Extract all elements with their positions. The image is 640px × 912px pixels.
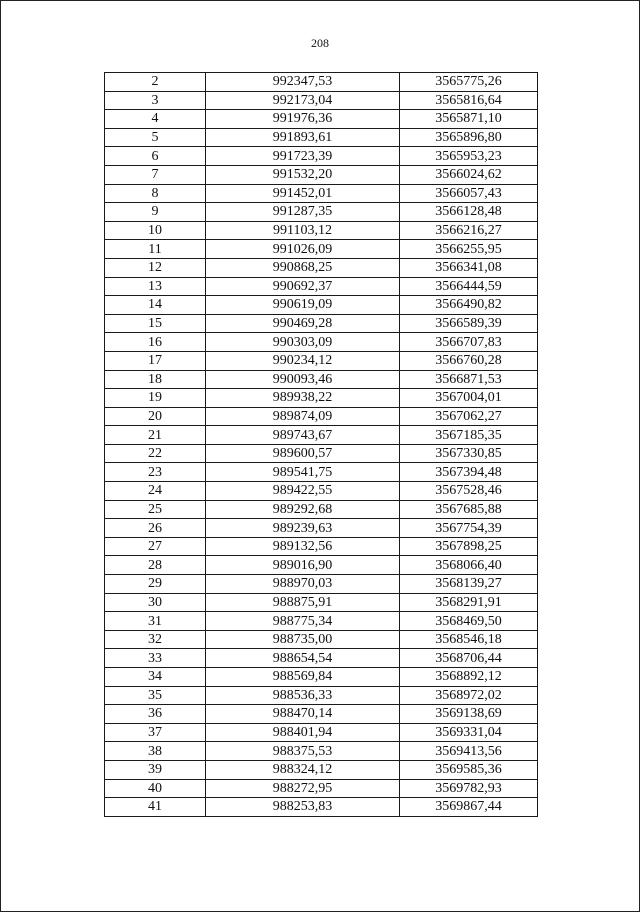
x-coordinate-cell: 988470,14 — [206, 705, 400, 724]
table-row — [105, 184, 538, 203]
y-coordinate-cell: 3567394,48 — [400, 463, 538, 482]
point-number-cell: 38 — [105, 742, 206, 761]
y-coordinate-cell: 3569867,44 — [400, 798, 538, 817]
x-coordinate-cell: 991893,61 — [206, 128, 400, 147]
table-row — [105, 444, 538, 463]
table-row — [105, 203, 538, 222]
y-coordinate-cell: 3565816,64 — [400, 91, 538, 110]
x-coordinate-cell: 990303,09 — [206, 333, 400, 352]
y-coordinate-cell: 3566760,28 — [400, 351, 538, 370]
x-coordinate-cell: 991103,12 — [206, 221, 400, 240]
table-row — [105, 537, 538, 556]
point-number-cell: 17 — [105, 351, 206, 370]
table-row — [105, 258, 538, 277]
point-number-cell: 28 — [105, 556, 206, 575]
point-number-cell: 30 — [105, 593, 206, 612]
y-coordinate-cell: 3566255,95 — [400, 240, 538, 259]
table-row — [105, 165, 538, 184]
point-number-cell: 32 — [105, 630, 206, 649]
point-number-cell: 39 — [105, 760, 206, 779]
y-coordinate-cell: 3569585,36 — [400, 760, 538, 779]
y-coordinate-cell: 3566128,48 — [400, 203, 538, 222]
x-coordinate-cell: 989743,67 — [206, 426, 400, 445]
point-number-cell: 20 — [105, 407, 206, 426]
x-coordinate-cell: 989132,56 — [206, 537, 400, 556]
x-coordinate-cell: 988654,54 — [206, 649, 400, 668]
x-coordinate-cell: 991532,20 — [206, 165, 400, 184]
table-row — [105, 73, 538, 92]
y-coordinate-cell: 3567898,25 — [400, 537, 538, 556]
y-coordinate-cell: 3568706,44 — [400, 649, 538, 668]
table-row — [105, 463, 538, 482]
y-coordinate-cell: 3567685,88 — [400, 500, 538, 519]
point-number-cell: 23 — [105, 463, 206, 482]
x-coordinate-cell: 992173,04 — [206, 91, 400, 110]
table-row — [105, 240, 538, 259]
point-number-cell: 37 — [105, 723, 206, 742]
point-number-cell: 13 — [105, 277, 206, 296]
table-row — [105, 575, 538, 594]
table-row — [105, 110, 538, 129]
point-number-cell: 9 — [105, 203, 206, 222]
y-coordinate-cell: 3565953,23 — [400, 147, 538, 166]
point-number-cell: 11 — [105, 240, 206, 259]
x-coordinate-cell: 990093,46 — [206, 370, 400, 389]
table-row — [105, 351, 538, 370]
y-coordinate-cell: 3569413,56 — [400, 742, 538, 761]
table-row — [105, 221, 538, 240]
x-coordinate-cell: 990619,09 — [206, 296, 400, 315]
table-row — [105, 798, 538, 817]
point-number-cell: 2 — [105, 73, 206, 92]
table-row — [105, 612, 538, 631]
x-coordinate-cell: 989938,22 — [206, 389, 400, 408]
point-number-cell: 21 — [105, 426, 206, 445]
point-number-cell: 4 — [105, 110, 206, 129]
y-coordinate-cell: 3565896,80 — [400, 128, 538, 147]
x-coordinate-cell: 988735,00 — [206, 630, 400, 649]
x-coordinate-cell: 989422,55 — [206, 482, 400, 501]
point-number-cell: 36 — [105, 705, 206, 724]
point-number-cell: 10 — [105, 221, 206, 240]
table-row — [105, 723, 538, 742]
table-row — [105, 147, 538, 166]
y-coordinate-cell: 3568972,02 — [400, 686, 538, 705]
x-coordinate-cell: 989016,90 — [206, 556, 400, 575]
point-number-cell: 5 — [105, 128, 206, 147]
table-row — [105, 705, 538, 724]
y-coordinate-cell: 3566341,08 — [400, 258, 538, 277]
point-number-cell: 41 — [105, 798, 206, 817]
y-coordinate-cell: 3566589,39 — [400, 314, 538, 333]
x-coordinate-cell: 991026,09 — [206, 240, 400, 259]
y-coordinate-cell: 3569138,69 — [400, 705, 538, 724]
point-number-cell: 25 — [105, 500, 206, 519]
table-row — [105, 500, 538, 519]
point-number-cell: 35 — [105, 686, 206, 705]
y-coordinate-cell: 3566444,59 — [400, 277, 538, 296]
table-row — [105, 128, 538, 147]
y-coordinate-cell: 3566707,83 — [400, 333, 538, 352]
x-coordinate-cell: 989292,68 — [206, 500, 400, 519]
y-coordinate-cell: 3568066,40 — [400, 556, 538, 575]
x-coordinate-cell: 989600,57 — [206, 444, 400, 463]
coordinates-table — [104, 72, 538, 817]
point-number-cell: 14 — [105, 296, 206, 315]
y-coordinate-cell: 3569331,04 — [400, 723, 538, 742]
y-coordinate-cell: 3569782,93 — [400, 779, 538, 798]
point-number-cell: 12 — [105, 258, 206, 277]
x-coordinate-cell: 988375,53 — [206, 742, 400, 761]
y-coordinate-cell: 3568892,12 — [400, 668, 538, 687]
y-coordinate-cell: 3567062,27 — [400, 407, 538, 426]
y-coordinate-cell: 3566490,82 — [400, 296, 538, 315]
table-row — [105, 333, 538, 352]
point-number-cell: 29 — [105, 575, 206, 594]
x-coordinate-cell: 990469,28 — [206, 314, 400, 333]
y-coordinate-cell: 3566024,62 — [400, 165, 538, 184]
y-coordinate-cell: 3566057,43 — [400, 184, 538, 203]
point-number-cell: 27 — [105, 537, 206, 556]
x-coordinate-cell: 988536,33 — [206, 686, 400, 705]
x-coordinate-cell: 988569,84 — [206, 668, 400, 687]
table-row — [105, 389, 538, 408]
x-coordinate-cell: 989239,63 — [206, 519, 400, 538]
table-row — [105, 482, 538, 501]
y-coordinate-cell: 3568139,27 — [400, 575, 538, 594]
x-coordinate-cell: 989541,75 — [206, 463, 400, 482]
table-row — [105, 314, 538, 333]
point-number-cell: 3 — [105, 91, 206, 110]
table-row — [105, 630, 538, 649]
point-number-cell: 31 — [105, 612, 206, 631]
x-coordinate-cell: 988775,34 — [206, 612, 400, 631]
y-coordinate-cell: 3567330,85 — [400, 444, 538, 463]
table-row — [105, 779, 538, 798]
y-coordinate-cell: 3567528,46 — [400, 482, 538, 501]
point-number-cell: 15 — [105, 314, 206, 333]
table-row — [105, 426, 538, 445]
point-number-cell: 8 — [105, 184, 206, 203]
point-number-cell: 22 — [105, 444, 206, 463]
y-coordinate-cell: 3567754,39 — [400, 519, 538, 538]
y-coordinate-cell: 3566871,53 — [400, 370, 538, 389]
x-coordinate-cell: 988970,03 — [206, 575, 400, 594]
coordinates-table-body — [105, 73, 538, 817]
table-row — [105, 296, 538, 315]
x-coordinate-cell: 988324,12 — [206, 760, 400, 779]
y-coordinate-cell: 3567004,01 — [400, 389, 538, 408]
point-number-cell: 40 — [105, 779, 206, 798]
point-number-cell: 33 — [105, 649, 206, 668]
y-coordinate-cell: 3568469,50 — [400, 612, 538, 631]
x-coordinate-cell: 992347,53 — [206, 73, 400, 92]
x-coordinate-cell: 988272,95 — [206, 779, 400, 798]
y-coordinate-cell: 3568546,18 — [400, 630, 538, 649]
point-number-cell: 24 — [105, 482, 206, 501]
table-row — [105, 649, 538, 668]
x-coordinate-cell: 991287,35 — [206, 203, 400, 222]
point-number-cell: 16 — [105, 333, 206, 352]
x-coordinate-cell: 991452,01 — [206, 184, 400, 203]
table-row — [105, 686, 538, 705]
x-coordinate-cell: 988875,91 — [206, 593, 400, 612]
point-number-cell: 26 — [105, 519, 206, 538]
x-coordinate-cell: 990868,25 — [206, 258, 400, 277]
x-coordinate-cell: 988401,94 — [206, 723, 400, 742]
point-number-cell: 19 — [105, 389, 206, 408]
page-number: 208 — [311, 36, 329, 50]
x-coordinate-cell: 990234,12 — [206, 351, 400, 370]
x-coordinate-cell: 988253,83 — [206, 798, 400, 817]
table-row — [105, 668, 538, 687]
point-number-cell: 18 — [105, 370, 206, 389]
table-row — [105, 760, 538, 779]
table-row — [105, 742, 538, 761]
x-coordinate-cell: 990692,37 — [206, 277, 400, 296]
y-coordinate-cell: 3567185,35 — [400, 426, 538, 445]
table-row — [105, 519, 538, 538]
y-coordinate-cell: 3568291,91 — [400, 593, 538, 612]
table-row — [105, 407, 538, 426]
table-row — [105, 370, 538, 389]
x-coordinate-cell: 989874,09 — [206, 407, 400, 426]
point-number-cell: 6 — [105, 147, 206, 166]
point-number-cell: 7 — [105, 165, 206, 184]
y-coordinate-cell: 3566216,27 — [400, 221, 538, 240]
table-row — [105, 277, 538, 296]
y-coordinate-cell: 3565871,10 — [400, 110, 538, 129]
point-number-cell: 34 — [105, 668, 206, 687]
table-row — [105, 91, 538, 110]
x-coordinate-cell: 991976,36 — [206, 110, 400, 129]
x-coordinate-cell: 991723,39 — [206, 147, 400, 166]
table-row — [105, 556, 538, 575]
y-coordinate-cell: 3565775,26 — [400, 73, 538, 92]
table-row — [105, 593, 538, 612]
